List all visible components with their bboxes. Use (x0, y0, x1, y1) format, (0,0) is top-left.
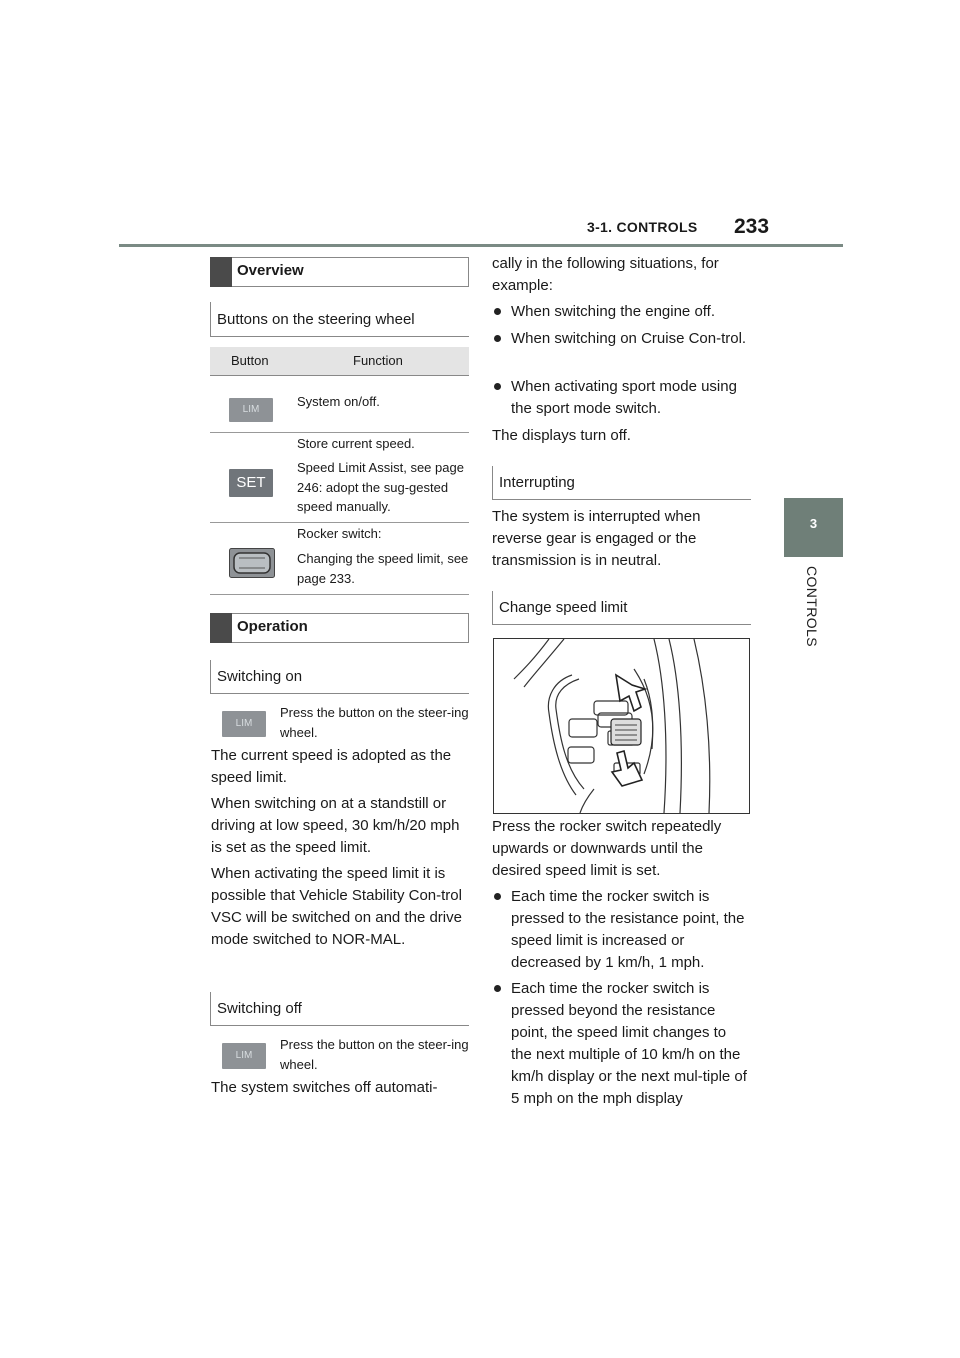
bullet-icon (494, 985, 501, 992)
instruction-text: Press the button on the steer-ing wheel. (280, 705, 469, 740)
paragraph: The system switches off automati- (211, 1079, 438, 1096)
paragraph: When switching on at a standstill or driving at low speed, 30 km/h/20 mph is set as the speed limit. (211, 795, 460, 856)
bullet-icon (494, 383, 501, 390)
steering-wheel-illustration (493, 638, 750, 814)
page-number: 233 (734, 215, 770, 238)
paragraph: The current speed is adopted as the speed limit. (211, 747, 452, 786)
table-row-divider (210, 522, 469, 523)
list-item: When switching the engine off. (511, 303, 716, 320)
bullet-icon (494, 335, 501, 342)
table-row-divider (210, 594, 469, 595)
operation-heading: Operation (210, 613, 469, 643)
lim-button-image: LIM (222, 711, 266, 737)
switching-off-subheading: Switching off (210, 992, 469, 1026)
list-item: Each time the rocker switch is pressed beyond the resistance point, the speed limit changes to the next multiple of 10 km/h on the km/h display or the next mul-tiple of 5 mph on the mph display (511, 980, 747, 1107)
lim-button-image: LIM (222, 1043, 266, 1069)
header-rule (119, 244, 843, 247)
bullet-icon (494, 893, 501, 900)
table-cell-function: Store current speed. (297, 436, 415, 451)
table-cell-function: Speed Limit Assist, see page 246: adopt the sug-gested speed manually. (297, 460, 464, 514)
change-speed-limit-subheading: Change speed limit (492, 591, 751, 625)
paragraph: When activating the speed limit it is possible that Vehicle Stability Con-trol VSC will be switched on and the drive mode switched to NOR-MAL. (211, 865, 462, 948)
table-cell-function: System on/off. (297, 394, 380, 409)
table-cell-function: Changing the speed limit, see page 233. (297, 551, 469, 586)
paragraph: Press the rocker switch repeatedly upwards or downwards until the desired speed limit is set. (492, 818, 722, 879)
table-row-divider (210, 432, 469, 433)
instruction-text: Press the button on the steer-ing wheel. (280, 1037, 469, 1072)
chapter-tab: 3 (784, 498, 843, 557)
rocker-switch-image (229, 548, 275, 578)
bullet-icon (494, 308, 501, 315)
column-header-button: Button (231, 353, 269, 368)
chapter-label: CONTROLS (804, 566, 820, 647)
column-header-function: Function (353, 353, 403, 368)
overview-heading: Overview (210, 257, 469, 287)
header-section-title: 3-1. CONTROLS (587, 219, 698, 235)
switching-on-subheading: Switching on (210, 660, 469, 694)
list-item: Each time the rocker switch is pressed to the resistance point, the speed limit is increased or decreased by 1 km/h, 1 mph. (511, 888, 745, 971)
lim-button-image: LIM (229, 398, 273, 422)
list-item: When switching on Cruise Con-trol. (511, 330, 747, 347)
section-marker (210, 257, 232, 287)
buttons-subheading: Buttons on the steering wheel (210, 302, 469, 337)
list-item: When activating sport mode using the sport mode switch. (511, 378, 737, 417)
table-cell-function: Rocker switch: (297, 526, 382, 541)
interrupting-subheading: Interrupting (492, 466, 751, 500)
paragraph: The system is interrupted when reverse gear is engaged or the transmission is in neutral. (492, 508, 701, 569)
paragraph: The displays turn off. (492, 427, 631, 444)
paragraph: cally in the following situations, for example: (492, 255, 719, 294)
table-header (210, 347, 469, 376)
section-marker (210, 613, 232, 643)
set-button-image: SET (229, 469, 273, 497)
